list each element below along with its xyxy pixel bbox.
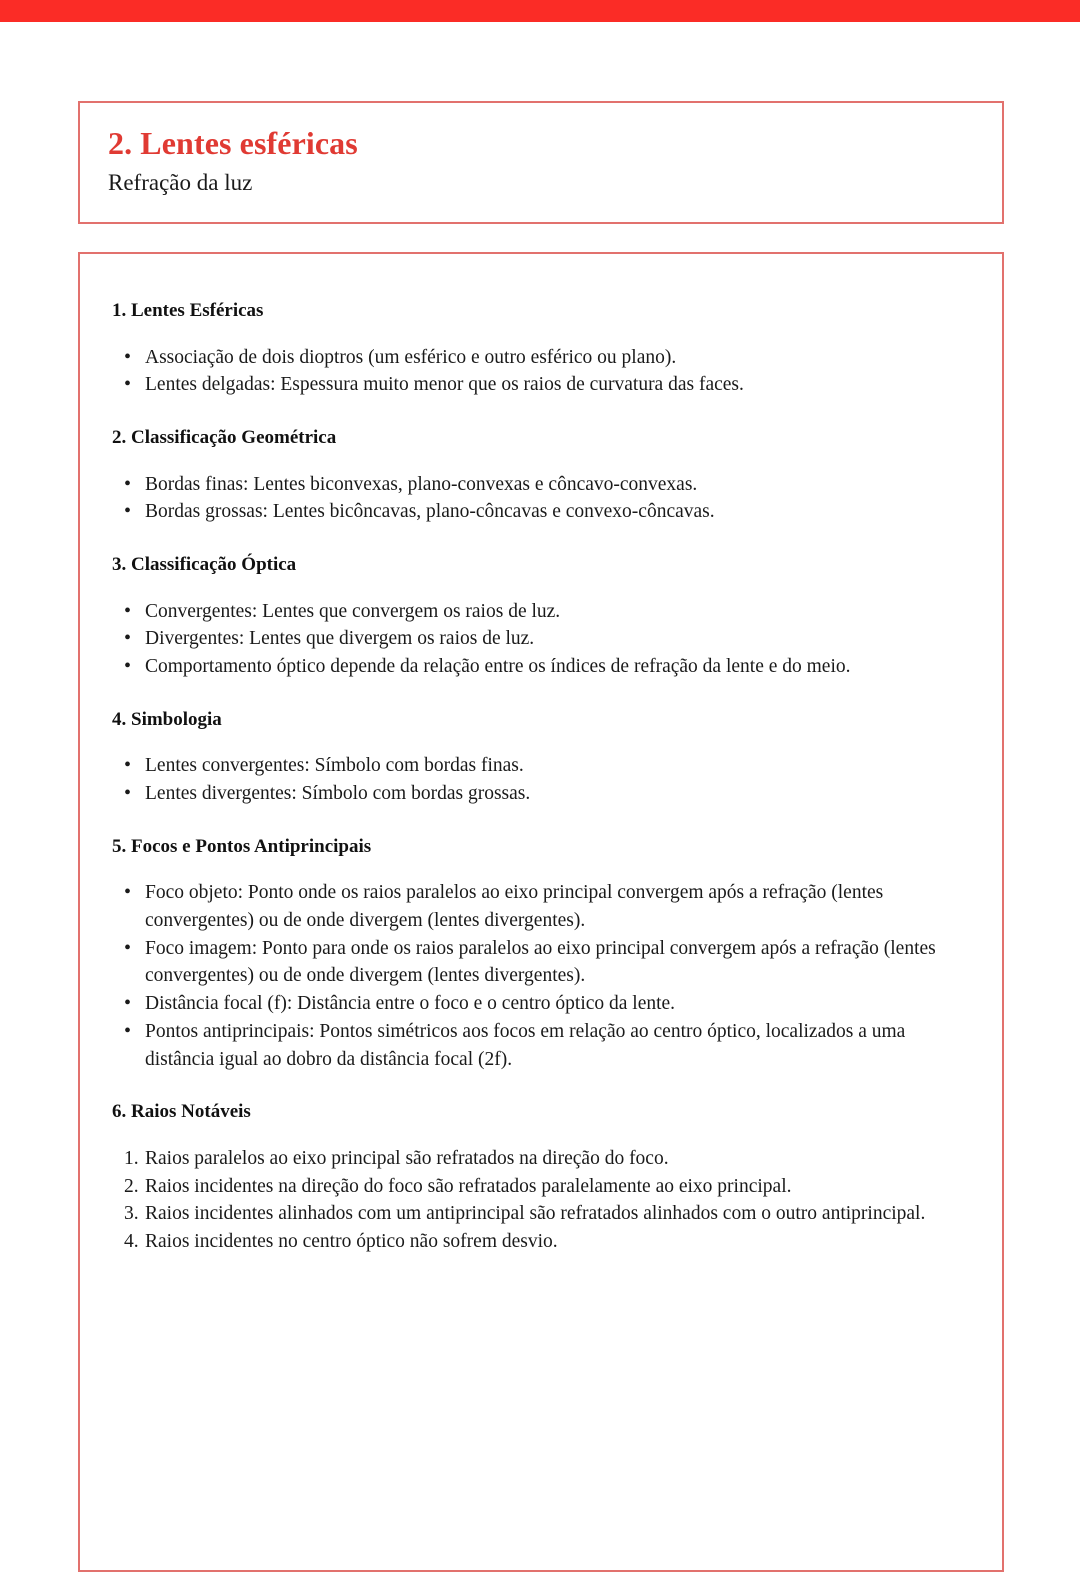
list-item: • Associação de dois dioptros (um esférico e outro esférico ou plano).	[112, 344, 970, 372]
list-item: Raios paralelos ao eixo principal são refratados na direção do foco.	[145, 1147, 669, 1169]
bullet-list	[112, 471, 970, 526]
list-item: • Convergentes: Lentes que convergem os raios de luz.	[112, 598, 970, 626]
sections-container	[112, 298, 970, 1256]
list-item: • Lentes convergentes: Símbolo com bordas finas.	[112, 752, 970, 780]
list-item: Raios incidentes no centro óptico não sofrem desvio.	[145, 1230, 558, 1252]
list-item: • Lentes delgadas: Espessura muito menor que os raios de curvatura das faces.	[112, 371, 970, 399]
top-accent-bar	[0, 0, 1080, 22]
section-heading: 2. Classificação Geométrica	[112, 427, 337, 449]
content-section	[112, 298, 970, 399]
bullet-list	[112, 598, 970, 681]
list-item: • Bordas finas: Lentes biconvexas, plano-convexas e côncavo-convexas.	[112, 471, 970, 499]
section-heading: 4. Simbologia	[112, 708, 222, 730]
content-section	[112, 707, 970, 808]
list-item: • Divergentes: Lentes que divergem os raios de luz.	[112, 625, 970, 653]
list-item: • Foco objeto: Ponto onde os raios paralelos ao eixo principal convergem após a refração (lentes convergentes) ou de onde divergem (lentes divergentes).	[112, 879, 970, 934]
document-header-card	[78, 101, 1004, 224]
list-item: • Foco imagem: Ponto para onde os raios paralelos ao eixo principal convergem após a refração (lentes convergentes) ou de onde divergem (lentes divergentes).	[112, 935, 970, 990]
list-item: • Bordas grossas: Lentes bicôncavas, plano-côncavas e convexo-côncavas.	[112, 498, 970, 526]
content-section	[112, 834, 970, 1073]
list-item: • Distância focal (f): Distância entre o foco e o centro óptico da lente.	[112, 990, 970, 1018]
section-heading: 3. Classificação Óptica	[112, 554, 297, 576]
list-item: Raios incidentes alinhados com um antiprincipal são refratados alinhados com o outro antiprincipal.	[145, 1203, 926, 1225]
content-section	[112, 552, 970, 681]
section-heading: 1. Lentes Esféricas	[112, 300, 264, 321]
page-title: 2. Lentes esféricas	[108, 125, 358, 161]
list-item: • Lentes divergentes: Símbolo com bordas grossas.	[112, 780, 970, 808]
list-item: Raios incidentes na direção do foco são refratados paralelamente ao eixo principal.	[145, 1175, 792, 1197]
list-item: • Comportamento óptico depende da relação entre os índices de refração da lente e do meio.	[112, 653, 970, 681]
page-subtitle: Refração da luz	[108, 169, 253, 195]
bullet-list	[112, 879, 970, 1073]
content-section	[112, 1099, 970, 1255]
list-item: • Pontos antiprincipais: Pontos simétricos aos focos em relação ao centro óptico, localizados a uma distância igual ao dobro da distância focal (2f).	[112, 1018, 970, 1073]
section-heading: 5. Focos e Pontos Antiprincipais	[112, 835, 372, 857]
bullet-list	[112, 752, 970, 807]
content-section	[112, 425, 970, 526]
section-heading: 6. Raios Notáveis	[112, 1101, 251, 1123]
numbered-list	[112, 1145, 970, 1256]
document-content-card	[78, 252, 1004, 1572]
bullet-list	[112, 344, 970, 399]
